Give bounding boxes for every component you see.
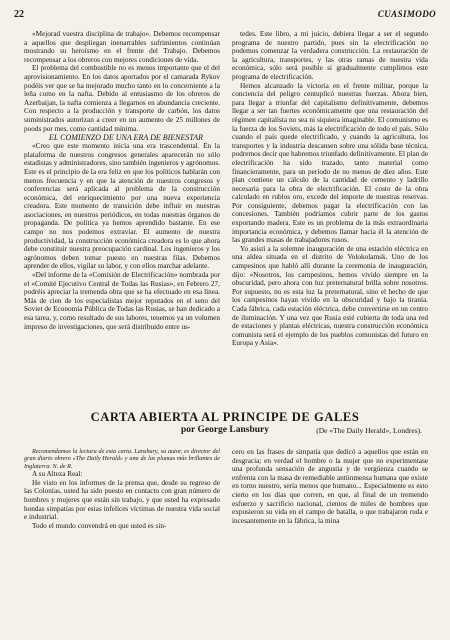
article2-column-right (232, 448, 428, 634)
paragraph: «Creo que este momento inicia una era trascendental. En la plataforma de nuestros congresos generales aparecerán no sólo estadistas y administradores, sino también ingenieros y agrónomos. Este es el principio de la era feliz en que los políticos hablarán con menos frecuencia y en que la atención de nuestros congresos y conferencias será aplicada al problema de la construcción económica, del enriquecimiento por una nueva experiencia creadora. Este momento de transición debe influir en nuestras asociaciones, en nuestros periódicos, en todas nuestras órganos de propaganda. De política ya hemos aprendido bastante. En ese campo no nos podemos extraviar. El aumento de nuestra productividad, la construcción económica creadora es lo que ahora debe constituir nuestra preocupación cardinal. Los ingenieros y los agrónomos deben tomar puesto en nuestras filas. Debemos aprender de ellos, vigilar su labor, y con ellos marchar adelante. (24, 142, 220, 271)
paragraph: Hemos alcanzado la victoria en el frente militar, porque la conciencia del peligro centuplicó nuestras fuerzas. Ahora bien, para llegar a triunfar del capitalismo definitivamente, debemos llegar a ser tan fuertes económicamente que una restauración del régimen capitalista no sea ni siquiera imaginable. El comunismo es la fuerza de los Soviets, más la electrificación de todo el país. Sólo cuando el país quede electrificado, y cuando la agricultura, los transportes y la industria descansen sobre una sólida base técnica, podremos decir que habremos triunfado definitivamente. El plan de electrificación ha sido trazado, tanto material como financieramente, para un período de no menos de diez años. Este plan contiene un cálculo de la cantidad de cemento y ladrillo necesaria para la obra de electrificación. El costo de la obra calculado en rublos oro, excede del importe de nuestras reservas. Por consiguiente, debemos pagar la electrificación con las concesiones. También podríamos cubrir parte de los gastos exportando madera. Este es un problema de la más extraordinaria importancia económica, y debemos llamar hacia él la atención de las grandes masas de trabajadores rusos. (232, 81, 428, 245)
page-number: 22 (14, 9, 24, 20)
author: por George Lansbury (181, 425, 269, 435)
article1-column-left (24, 30, 220, 402)
paragraph: «Del informe de la «Comisión de Electrificación» nombrada por el «Comité Ejecutivo Central de Todas las Rusias», en Febrero 27, podréis apreciar la tremenda obra que se ha efectuado en esa línea. Más de cien de los especialistas mejor reputados en el seno del Soviet de Economía Pública de Todas las Rusias, se han dedicado a esa tarea, y, como resultado de sus labores, tenemos ya un volumen impreso de investigaciones, que será distribuido entre us- (24, 271, 220, 331)
article2-column-left (24, 448, 220, 634)
paragraph: He visto en los informes de la prensa que, desde su regreso de las Colonias, usted ha sido puesto en contacto con gran número de hombres y mujeres que están sin trabajo, y que usted ha expresado hondas simpatías por estas infelices víctimas de nuestra vida social e industrial. (24, 478, 220, 522)
paragraph: Todo el mundo convendrá en que usted es sin- (32, 521, 167, 530)
running-title: CUASIMODO (377, 9, 436, 19)
article-title: CARTA ABIERTA AL PRINCIPE DE GALES (90, 410, 360, 424)
page-header (14, 9, 436, 23)
salutation: A su Alteza Real: (32, 470, 83, 479)
paragraph: tedes. Este libro, a mi juicio, debiera llegar a ser el segundo programa de nuestro partido, pues sin la electrificación no podemos comenzar la verdadera construcción. La restauración de la agricultura, transportes, y las otras ramas de nuestra vida económica, sólo será posible si gradualmente cumplimos este programa de electrificación. (232, 30, 428, 81)
paragraph: cero en las frases de simpatía que dedicó a aquellos que están en desgracia; en verdad el hombre o la mujer que no experimentase una profunda sensación de angustia y de vergüenza cuando se enfrenta con la masa de remediable antiinmensa humana que existe en torno nuestro, sería menos que humano... Especialmente es esto cierto en los días que corren, en que, al final de un tremendo esfuerzo y sacrificio nacional, cientos de miles de hombres que expusieron su vida en el campo de batalla, o que trabajaron ruda e incesantemente en la fábrica, la mina (232, 448, 428, 525)
paragraph: «Mejorad vuestra disciplina de trabajo». Debemos recompensar a aquellos que despliegan inenarrables sufrimientos continúan mostrando su heroísmo en el frente del Trabajo. Debemos recompensar a los obreros con mejores condiciones de vida. (24, 30, 220, 64)
article1-column-right (232, 30, 428, 402)
editor-note: Recomendamos la lectura de esta carta. Lansbury, su autor, es director del gran diario obrero «The Daily Herald» y una de las plumas más brillantes de Inglaterra. N. de R. (24, 448, 220, 470)
byline (14, 425, 436, 435)
paragraph: El problema del combustible no es menos importante que el del aprovisionamiento. En los datos aportados por el camarada Rykov podéis ver que se ha mejorado mucho tanto en lo concerniente a la leña como en la nafta. Debido al entusiasmo de los obreros de Azerbaijan, la nafta comienza a llegarnos en abundancia creciente. Con respecto a la producción y transporte de carbón, los datos suministrados autorizan a creer en un aumento de 25 millones de poods por mes, como cantidad mínima. (24, 64, 220, 133)
section-subheading: EL COMIENZO DE UNA ERA DE BIENESTAR (48, 133, 204, 143)
source-credit: (De «The Daily Herald», Londres). (316, 426, 422, 435)
paragraph: Yo asistí a la solemne inauguración de una estación eléctrica en una aldea situada en el distrito de Volokolamsk. Uno de los campesinos que habló allí durante la ceremonia de inauguración, dijo: «Nosotros, los campesinos, hemos vivido siempre en la obscuridad, pero ahora con luz preternatural brilla sobre nosotros. Por supuesto, no es esta luz la preternatural, sino el hecho de que los campesinos hayan vivido en la obscuridad y bajo la tiranía. Cada fábrica, cada estación eléctrica, debe convertirse en un centro de iluminación. Y una vez que Rusia esté cubierta de toda una red de estaciones y plantas eléctricas, nuestra construcción económica comunista será el ejemplo de los pueblos comunistas del futuro en Europa y Asia». (232, 244, 428, 348)
